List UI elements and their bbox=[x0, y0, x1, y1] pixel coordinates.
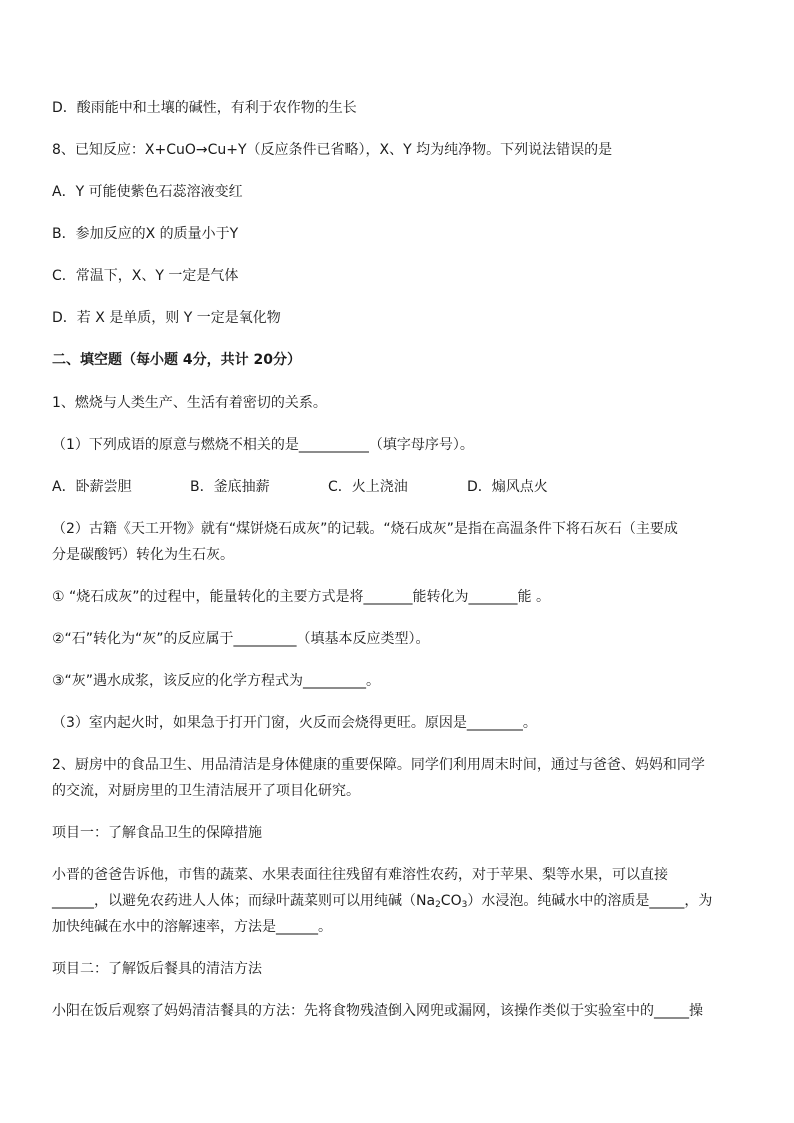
subscript-2: 2 bbox=[435, 900, 441, 910]
fill1-part3: （3）室内起火时，如果急于打开门窗，火反而会烧得更旺。原因是________。 bbox=[52, 715, 537, 731]
project1-line1: 小晋的爸爸告诉他，市售的蔬菜、水果表面往往残留有难溶性农药，对于苹果、梨等水果，可以直接 bbox=[52, 867, 668, 883]
subscript-3: 3 bbox=[461, 900, 468, 910]
fill1-option-d: D．煽风点火 bbox=[467, 479, 548, 495]
q8-option-a: A．Y 可能使紫色石蕊溶液变红 bbox=[52, 184, 243, 200]
fill1-option-a: A．卧薪尝胆 bbox=[52, 479, 132, 495]
q7-option-d: D．酸雨能中和土壤的碱性，有利于农作物的生长 bbox=[52, 100, 357, 116]
q8-option-c: C．常温下，X、Y 一定是气体 bbox=[52, 268, 239, 284]
fill1-part2-item2: ②“石”转化为“灰”的反应属于_________（填基本反应类型）。 bbox=[52, 631, 430, 647]
project1-title: 项目一：了解食品卫生的保障措施 bbox=[52, 825, 262, 841]
project1-line2-text-c: ）水浸泡。纯碱水中的溶质是_____，为 bbox=[467, 893, 713, 909]
fill1-part2-line1: （2）古籍《天工开物》就有“煤饼烧石成灰”的记载。“烧石成灰”是指在高温条件下将石灰石（主要成 bbox=[52, 521, 678, 537]
fill1-option-b: B．釜底抽薪 bbox=[190, 479, 270, 495]
fill1-option-c: C．火上浇油 bbox=[328, 479, 408, 495]
project1-line2 bbox=[52, 891, 712, 915]
q8-option-b: B．参加反应的X 的质量小于Y bbox=[52, 226, 239, 242]
project1-line2-text-b: CO bbox=[440, 893, 462, 909]
project2-title: 项目二：了解饭后餐具的清洁方法 bbox=[52, 961, 262, 977]
fill2-stem-line1: 2、厨房中的食品卫生、用品清洁是身体健康的重要保障。同学们利用周末时间，通过与爸爸、妈妈和同学 bbox=[52, 757, 705, 773]
project1-line3: 加快纯碱在水中的溶解速率，方法是______。 bbox=[52, 919, 332, 935]
project1-line2-text-a: ______，以避免农药进人人体；而绿叶蔬菜则可以用纯碱（Na bbox=[52, 893, 436, 909]
fill1-part2-item3: ③“灰”遇水成浆，该反应的化学方程式为_________。 bbox=[52, 673, 381, 689]
q8-stem: 8、已知反应：X+CuO→Cu+Y（反应条件已省略），X、Y 均为纯净物。下列说法错误的是 bbox=[52, 142, 613, 158]
fill2-stem-line2: 的交流，对厨房里的卫生清洁展开了项目化研究。 bbox=[52, 783, 360, 799]
fill1-part1: （1）下列成语的原意与燃烧不相关的是__________（填字母序号）。 bbox=[52, 437, 474, 453]
section-heading: 二、填空题（每小题 4分，共计 20分） bbox=[52, 352, 301, 368]
fill1-part2-line2: 分是碳酸钙）转化为生石灰。 bbox=[52, 547, 234, 563]
fill1-options bbox=[52, 477, 548, 497]
q8-option-d: D．若 X 是单质，则 Y 一定是氧化物 bbox=[52, 310, 281, 326]
project2-line1: 小阳在饭后观察了妈妈清洁餐具的方法：先将食物残渣倒入网兜或漏网，该操作类似于实验室中的_____操 bbox=[52, 1003, 703, 1019]
fill1-part2-item1: ① “烧石成灰”的过程中，能量转化的主要方式是将_______能转化为_______能 。 bbox=[52, 589, 550, 605]
fill1-stem: 1、燃烧与人类生产、生活有着密切的关系。 bbox=[52, 395, 327, 411]
